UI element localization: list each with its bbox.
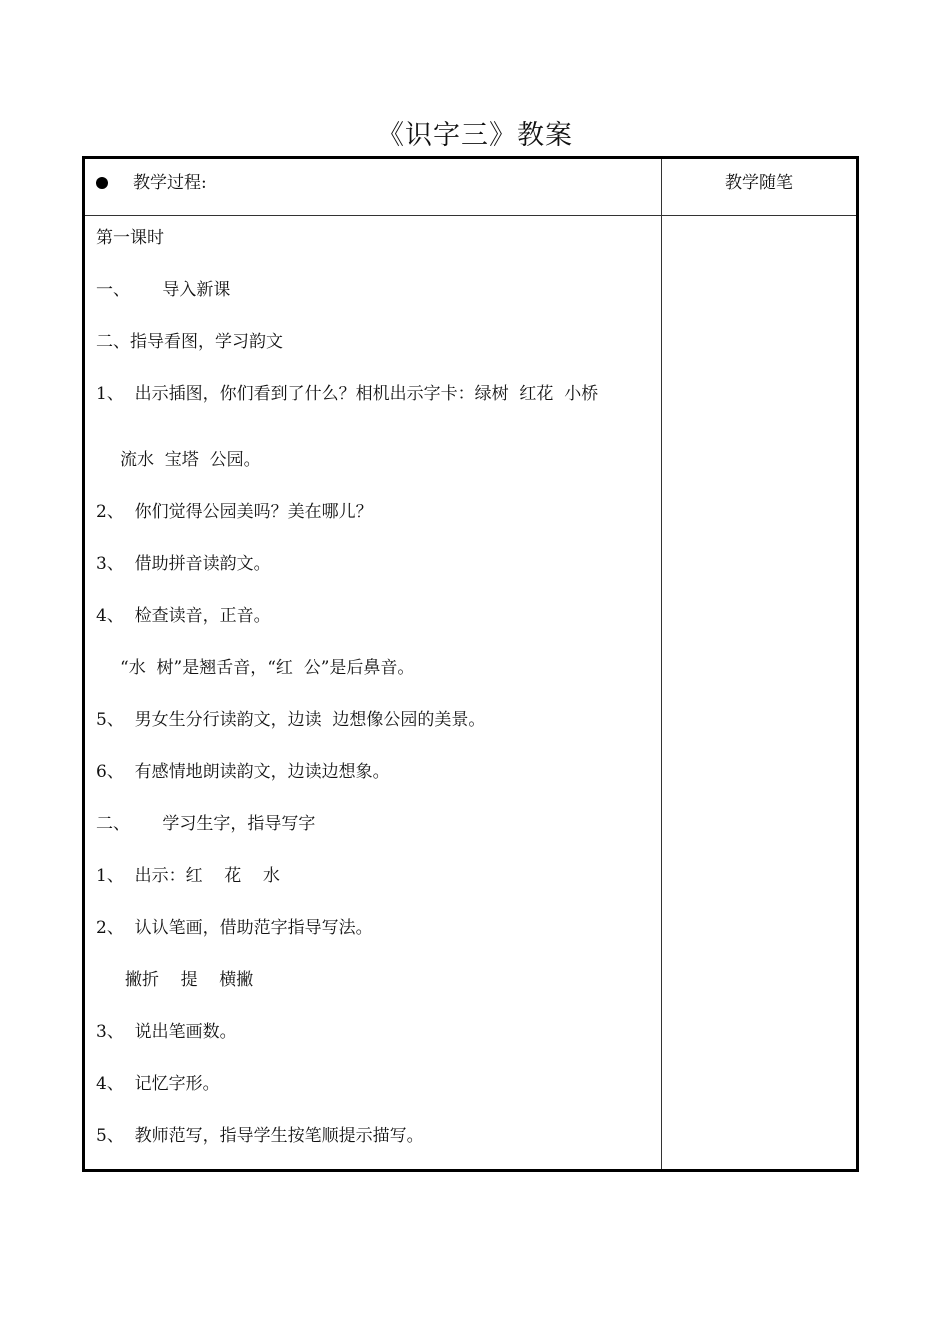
teaching-notes-label: 教学随笔 [725,173,793,193]
content-line: 4、 检查读音，正音。 [96,606,271,626]
content-line: 6、 有感情地朗读韵文，边读边想象。 [96,762,390,782]
teaching-process-label: 教学过程: [133,173,207,193]
content-line: 撇折 提 横撇 [125,970,254,990]
lesson-plan-table [82,156,859,1172]
content-line: 二、指导看图，学习韵文 [96,332,283,352]
column-divider [661,159,662,1169]
content-line: “水 树”是翘舌音，“红 公”是后鼻音。 [120,658,415,678]
content-line: 2、 认认笔画，借助范字指导写法。 [96,918,373,938]
teaching-process-content [85,159,661,1169]
content-line: 5、 教师范写，指导学生按笔顺提示描写。 [96,1126,424,1146]
content-line: 第一课时 [96,228,164,248]
content-line: 3、 借助拼音读韵文。 [96,554,271,574]
content-line: 2、 你们觉得公园美吗？美在哪儿？ [96,502,373,522]
content-line: 4、 记忆字形。 [96,1074,220,1094]
content-line: 1、 出示插图，你们看到了什么？相机出示字卡：绿树 红花 小桥 [96,384,599,404]
content-line: 一、 导入新课 [96,280,231,300]
content-line: 二、 学习生字，指导写字 [96,814,316,834]
document-title: 《识字三》教案 [377,120,573,151]
content-line: 5、 男女生分行读韵文，边读 边想像公园的美景。 [96,710,486,730]
content-line: 流水 宝塔 公园。 [120,450,261,470]
content-line: 1、 出示：红 花 水 [96,866,280,886]
content-line: 3、 说出笔画数。 [96,1022,237,1042]
